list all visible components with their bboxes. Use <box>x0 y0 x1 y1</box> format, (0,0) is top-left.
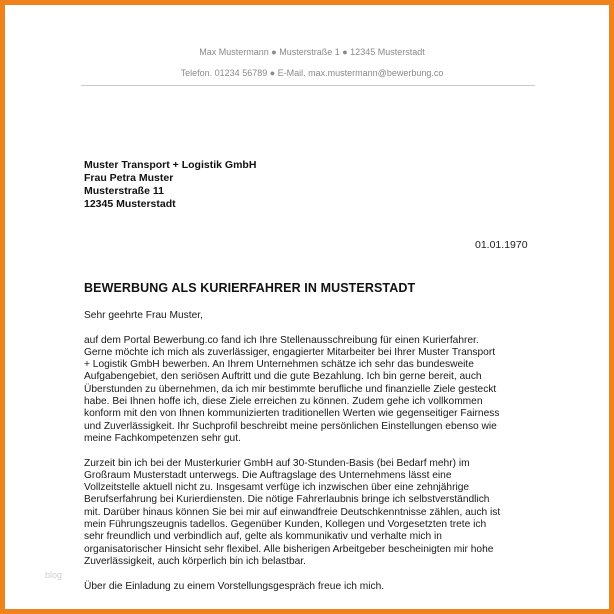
body-line: Gerne möchte ich mich als zuverlässiger, engagierter Mitarbeiter bei Ihrer Muster Transport <box>84 346 496 358</box>
paragraph-1 <box>84 335 539 446</box>
header-divider <box>81 85 535 86</box>
greeting: Sehr geehrte Frau Muster, <box>84 310 203 321</box>
body-line: Berufserfahrung bei Kurierdiensten. Die nötige Fahrerlaubnis bringe ich selbstverständlich <box>84 494 490 506</box>
sender-address-line: Max Mustermann ● Musterstraße 1 ● 12345 Musterstadt <box>199 47 425 57</box>
body-line: auf dem Portal Bewerbung.co fand ich Ihre Stellenausschreibung für einen Kurierfahrer. <box>84 334 479 346</box>
body-line: Großraum Musterstadt unterwegs. Die Auftragslage des Unternehmens lässt eine <box>84 469 452 481</box>
body-line: meine Fachkompetenzen sehr gut. <box>84 432 241 444</box>
body-line: Zurzeit bin ich bei der Musterkurier GmbH auf 30-Stunden-Basis (bei Bedarf mehr) im <box>84 457 470 469</box>
letter-subject: BEWERBUNG ALS KURIERFAHRER IN MUSTERSTADT <box>84 281 416 295</box>
paragraph-2 <box>84 458 539 569</box>
body-line: + Logistik GmbH bewerben. An Ihrem Unternehmen schätze ich sehr das bundesweite <box>84 359 474 371</box>
body-line: Zuverlässigkeit, auch körperlich bin ich belastbar. <box>84 555 306 567</box>
body-line: Vollzeitstelle aktuell nicht zu. Insgesamt verfüge ich inzwischen über eine zehnjährige <box>84 482 470 494</box>
recipient-street: Musterstraße 11 <box>84 185 164 197</box>
body-line: sehr freundlich und verbindlich auf, gelte als kommunikativ und verhalte mich in <box>84 531 442 543</box>
body-line: habe. Bei Ihnen hoffe ich, diese Ziele erreichen zu können. Zudem gehe ich vollkommen <box>84 396 483 408</box>
recipient-city: 12345 Musterstadt <box>84 198 176 210</box>
watermark: blog <box>45 570 63 580</box>
recipient-company: Muster Transport + Logistik GmbH <box>84 159 257 171</box>
body-line: organisatorischer Hinsicht sehr flexibel. Alle bisherigen Arbeitgeber bescheinigten mir hohe <box>84 543 494 555</box>
letter-body <box>84 310 539 593</box>
body-line: mit. Darüber hinaus können Sie bei mir auf einwandfreie Deutschkenntnisse zählen, auch ist <box>84 506 501 518</box>
body-line: konform mit den von Ihnen kommunizierten traditionellen Werten wie gegenseitiger Fairness <box>84 408 500 420</box>
letter-date: 01.01.1970 <box>475 239 528 251</box>
body-line: Aufgabengebiet, den seriösen Auftritt und die gute Bezahlung. Ich bin gerne bereit, auch <box>84 371 482 383</box>
sender-contact-line: Telefon. 01234 56789 ● E-Mail. max.mustermann@bewerbung.co <box>180 68 444 78</box>
body-line: mein Führungszeugnis tadellos. Gegenüber Kunden, Kollegen und Vorgesetzten trete ich <box>84 519 487 531</box>
closing-sentence: Über die Einladung zu einem Vorstellungsgespräch freue ich mich. <box>84 580 385 592</box>
body-line: und Zuverlässigkeit. Ihr Suchprofil beschreibt meine persönlichen Einstellungen ebenso wie <box>84 420 497 432</box>
recipient-address <box>84 159 256 211</box>
body-line: Überstunden zu übernehmen, da ich mir bestimmte berufliche und finanzielle Ziele gesteckt <box>84 383 497 395</box>
recipient-contact: Frau Petra Muster <box>84 172 174 184</box>
